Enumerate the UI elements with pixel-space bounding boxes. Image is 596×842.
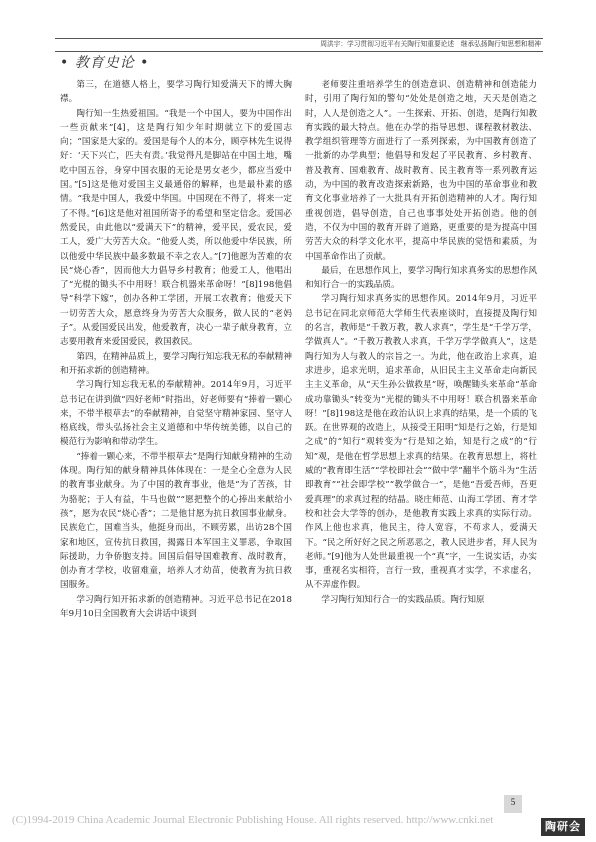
paragraph: 最后，在思想作风上，要学习陶行知求真务实的思想作风和知行合一的实践品质。 bbox=[305, 265, 537, 291]
running-header bbox=[55, 39, 543, 50]
paragraph: 第四，在精神品质上，要学习陶行知忘我无私的奉献精神和开拓求新的创造精神。 bbox=[60, 351, 292, 376]
right-column bbox=[305, 78, 537, 607]
publisher-logo: 陶研会 bbox=[541, 818, 585, 836]
paragraph: 学习陶行知求真务实的思想作风。2014年9月，习近平总书记在同北京师范大学师生代表座谈时，直接提及陶行知的名言，教师是“千教万教，教人求真”，学生是“千学万学，学做真人”。“千教万教教人求真，千学万学学做真人”，这是陶行知为人与教人的宗旨之一。为此，他在政治上求真，追求进步，追求光明，追求革命，从旧民主主义革命走向新民主主义革命，从“天生孙公做救星”呀，唤醒锄头来革命“革命成功靠锄头”转变为“光棍的锄头不中用呀！联合机器来革命呀！”[8]198这是他在政治认识上求真的结果，是一个质的飞跃。在世界观的改造上，从接受王阳明“知是行之始，行是知之成”的“知行”观转变为“行是知之始，知是行之成”的“行知”观，是他在哲学思想上求真的结果。在教育思想上，将杜威的“教育即生活”“学校即社会”“做中学”翻半个筋斗为“生活即教育”“社会即学校”“教学做合一”，是他“吾爱吾师，吾更爱真理”的求真过程的结晶。晓庄师范、山海工学团、育才学校和社会大学等的创办，是他教育实践上求真的实际行动。作风上他也求真，他民主，待人宽容，不苟求人，爱满天下。“民之所好好之民之所恶恶之，教人民进步者，拜人民为老师。”[9]他为人处世最重视一个“真”字，一生说实话，办实事，重视名实相符，言行一致，重视真才实学，不求虚名，从不弄虚作假。 bbox=[305, 294, 537, 591]
page-number: 5 bbox=[510, 797, 516, 807]
paragraph: “捧着一颗心来，不带半根草去”是陶行知献身精神的生动体现。陶行知的献身精神具体体现在：一是全心全意为人民的教育事业献身。为了中国的教育事业，他是“为了苦孩，甘为骆驼；于人有益，牛马也做”“愿把整个的心捧出来献给小孩”，愿为农民“烧心香”；二是他甘愿为抗日救国事业献身。民族危亡，国难当头，他挺身而出，不顾劳累，出访28个国家和地区，宣传抗日救国，揭露日本军国主义罪恶，争取国际援助，力争侨胞支持。回国后倡导国难教育、战时教育，创办育才学校，收留难童，培养人才幼苗，使教育为抗日救国服务。 bbox=[60, 451, 292, 591]
left-column bbox=[60, 78, 292, 621]
running-title: 周洪宇：学习贯彻习近平有关陶行知重要论述 继承弘扬陶行知思想和精神 bbox=[320, 40, 541, 48]
paragraph: 学习陶行知忘我无私的奉献精神。2014年9月，习近平总书记在讲到做“四好老师”时指出，好老师要有“捧着一颗心来，不带半根草去”的奉献精神，自觉坚守精神家园、坚守人格底线，带头弘扬社会主义道德和中华传统美德，以自己的模范行为影响和带动学生。 bbox=[60, 380, 292, 448]
section-tag: • 教育史论 • bbox=[60, 55, 150, 71]
paragraph: 学习陶行知开拓求新的创造精神。习近平总书记在2018年9月10日全国教育大会讲话中谈到 bbox=[60, 594, 292, 619]
paragraph: 陶行知一生热爱祖国。“我是一个中国人，要为中国作出一些贡献来”[4]，这是陶行知少年时期就立下的爱国志向；“国家是大家的。爱国是每个人的本分，顾亭林先生说得好：‘天下兴亡，匹夫有责。’我觉得凡是脚站在中国土地，嘴吃中国五谷，身穿中国衣服的无论是男女老少，都应当爱中国。”[5]这是他对爱国主义最通俗的解释，也是最朴素的感情。“我是中国人，我爱中华国。中国现在不得了，将来一定了不得。”[6]这是他对祖国所寄予的希望和坚定信念。爱国必然爱民，由此他以“爱满天下”的精神，爱平民，爱农民，爱工人，爱广大劳苦大众。“他爱人类，所以他爱中华民族，所以他爱中华民族中最多数最不幸之农人。”[7]他愿为苦难的农民“烧心香”，因而他大力倡导乡村教育；他爱工人，他唱出了“光棍的锄头不中用呀！联合机器来革命呀！”[8]198他倡导“科学下嫁”，创办各种工学团，开展工农教育；他爱天下一切劳苦大众，愿意终身为劳苦大众服务，做人民的“老妈子”。从爱国爱民出发，他爱教育，决心一辈子献身教育，立志要用教育来爱国爱民，救国救民。 bbox=[60, 108, 292, 348]
paragraph: 学习陶行知知行合一的实践品质。陶行知原 bbox=[321, 594, 485, 605]
paragraph: 第三，在道德人格上，要学习陶行知爱满天下的博大胸襟。 bbox=[60, 80, 292, 105]
paragraph: 老师要注重培养学生的创造意识、创造精神和创造能力时，引用了陶行知的警句“处处是创造之地，天天是创造之时，人人是创造之人”。一生探索、开拓、创造，是陶行知教育实践的最大特点。他在办学的指导思想、课程教材教法、教学组织管理等方面进行了一系列探索，为中国教育创造了一批新的办学典型；他倡导和发起了平民教育、乡村教育、普及教育、国难教育、战时教育、民主教育等一系列教育运动，为中国的教育改造探索新路，也为中国的革命事业和教育文化事业培养了一大批具有开拓创造精神的人才。陶行知重视创造，倡导创造，自己也事事处处开拓创造。他的创造，不仅为中国的教育开辟了道路，更重要的是为提高中国劳苦大众的科学文化水平，提高中华民族的觉悟和素质，为中国革命作出了贡献。 bbox=[305, 80, 537, 262]
copyright-footer: (C)1994-2019 China Academic Journal Electronic Publishing House. All rights reserved. http://www.cnki.net bbox=[12, 814, 494, 826]
